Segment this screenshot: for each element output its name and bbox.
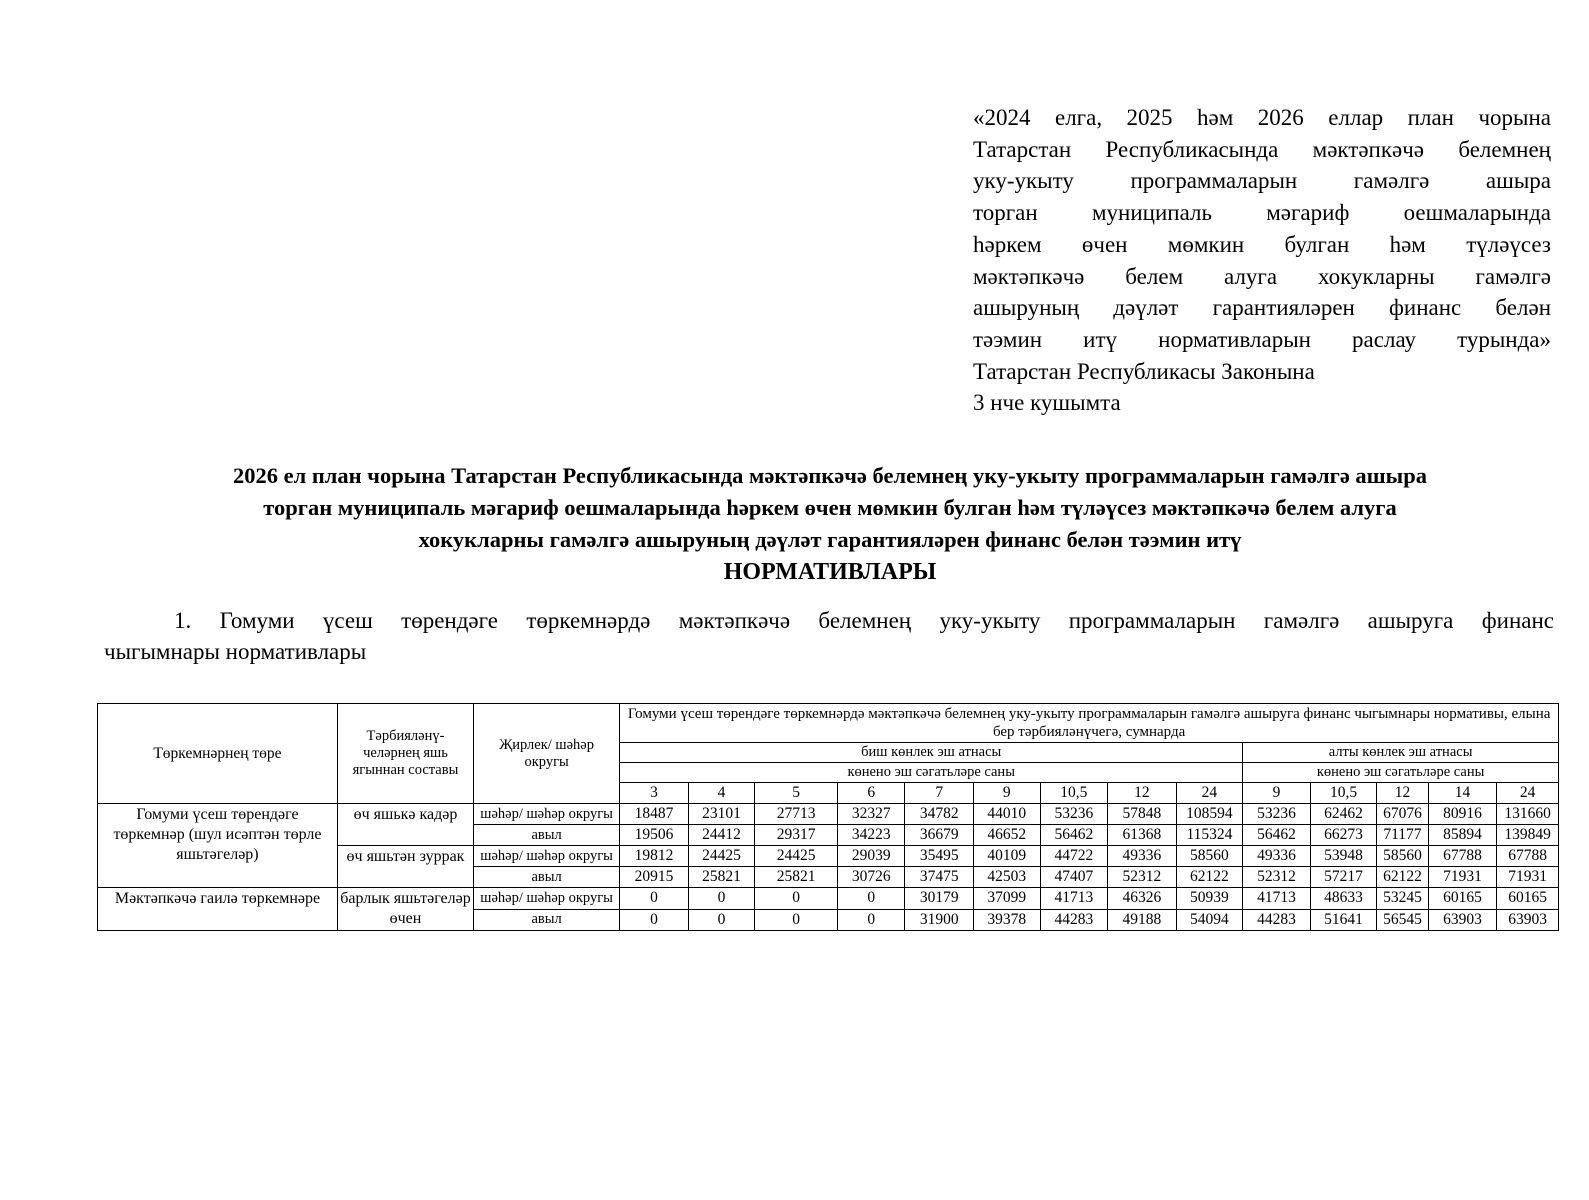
appendix-line: торган муниципаль мәгариф оешмаларында	[973, 200, 1551, 226]
value-cell: 24412	[688, 825, 755, 846]
table-header	[98, 704, 1559, 804]
hours5-label: көнено эш сәгатьләре саны	[620, 763, 1243, 783]
hours-cell: 9	[1243, 783, 1311, 804]
value-cell: 53236	[1040, 804, 1108, 825]
value-cell: 35495	[905, 846, 974, 867]
document-title	[100, 460, 1560, 588]
value-cell: 63903	[1497, 909, 1559, 931]
value-cell: 51641	[1310, 909, 1377, 931]
hours-cell: 12	[1377, 783, 1428, 804]
value-cell: 25821	[755, 867, 838, 888]
area-cell: шәһәр/ шәһәр округы	[474, 846, 620, 867]
appendix-line: Татарстан Республикасы Законына	[973, 358, 1315, 384]
value-cell: 0	[688, 909, 755, 931]
value-cell: 0	[620, 909, 689, 931]
col-group-header: Төркемнәрнең төре	[98, 704, 338, 804]
value-cell: 139849	[1497, 825, 1559, 846]
title-heading: НОРМАТИВЛАРЫ	[723, 559, 937, 585]
value-cell: 0	[837, 888, 905, 910]
hours-cell: 12	[1108, 783, 1177, 804]
value-cell: 57848	[1108, 804, 1177, 825]
hours-cell: 7	[905, 783, 974, 804]
value-cell: 44010	[974, 804, 1041, 825]
value-cell: 40109	[974, 846, 1041, 867]
value-cell: 62462	[1310, 804, 1377, 825]
value-cell: 20915	[620, 867, 689, 888]
appendix-line: һәркем өчен мөмкин булган һәм түләүсез	[973, 231, 1551, 257]
value-cell: 44722	[1040, 846, 1108, 867]
value-cell: 67788	[1497, 846, 1559, 867]
area-cell: шәһәр/ шәһәр округы	[474, 804, 620, 825]
hours-cell: 14	[1428, 783, 1497, 804]
value-cell: 53236	[1243, 804, 1311, 825]
value-cell: 49188	[1108, 909, 1177, 931]
table-row	[98, 888, 1559, 910]
week6-header: алты көнлек эш атнасы	[1243, 743, 1559, 763]
value-cell: 53245	[1377, 888, 1428, 910]
hours-cell: 6	[837, 783, 905, 804]
value-cell: 61368	[1108, 825, 1177, 846]
value-cell: 62122	[1377, 867, 1428, 888]
hours-cell: 10,5	[1310, 783, 1377, 804]
value-cell: 52312	[1243, 867, 1311, 888]
value-cell: 44283	[1040, 909, 1108, 931]
value-cell: 66273	[1310, 825, 1377, 846]
group-name-cell: Мәктәпкәчә гаилә төркемнәре	[98, 888, 338, 931]
hours-cell: 3	[620, 783, 689, 804]
value-cell: 34782	[905, 804, 974, 825]
value-cell: 30179	[905, 888, 974, 910]
value-cell: 49336	[1243, 846, 1311, 867]
area-cell: шәһәр/ шәһәр округы	[474, 888, 620, 910]
value-cell: 41713	[1040, 888, 1108, 910]
hours-cell: 24	[1497, 783, 1559, 804]
title-line: торган муниципаль мәгариф оешмаларында һәркем өчен мөмкин булган һәм түләүсез мәктәпкәчә белем алуга	[263, 495, 1397, 520]
value-cell: 37099	[974, 888, 1041, 910]
value-cell: 29039	[837, 846, 905, 867]
hours6-label: көнено эш сәгатьләре саны	[1243, 763, 1559, 783]
value-cell: 41713	[1243, 888, 1311, 910]
value-cell: 49336	[1108, 846, 1177, 867]
value-cell: 0	[755, 888, 838, 910]
appendix-line: уку-укыту программаларын гамәлгә ашыра	[973, 168, 1551, 194]
value-cell: 71931	[1497, 867, 1559, 888]
value-cell: 67076	[1377, 804, 1428, 825]
appendix-line: тәэмин итү нормативларын раслау турында»	[973, 326, 1551, 352]
hours-cell: 9	[974, 783, 1041, 804]
value-cell: 19506	[620, 825, 689, 846]
value-cell: 47407	[1040, 867, 1108, 888]
group-name-cell: Гомуми үсеш төрендәге төркемнәр (шул исәптән төрле яшьтәгеләр)	[98, 804, 338, 888]
age-cell: өч яшькә кадәр	[337, 804, 473, 846]
value-cell: 80916	[1428, 804, 1497, 825]
value-cell: 67788	[1428, 846, 1497, 867]
value-cell: 71931	[1428, 867, 1497, 888]
hours-cell: 5	[755, 783, 838, 804]
appendix-line: Татарстан Республикасында мәктәпкәчә белемнең	[973, 136, 1551, 162]
value-cell: 34223	[837, 825, 905, 846]
value-cell: 0	[688, 888, 755, 910]
value-cell: 0	[837, 909, 905, 931]
value-cell: 131660	[1497, 804, 1559, 825]
appendix-line: «2024 елга, 2025 һәм 2026 еллар план чорына	[973, 105, 1551, 130]
value-cell: 108594	[1176, 804, 1243, 825]
value-cell: 29317	[755, 825, 838, 846]
title-line: 2026 ел план чорына Татарстан Республикасында мәктәпкәчә белемнең уку-укыту программаларын гамәлгә ашыра	[232, 463, 1428, 488]
value-cell: 18487	[620, 804, 689, 825]
section-heading-line: чыгымнары нормативлары	[104, 639, 367, 664]
value-cell: 58560	[1377, 846, 1428, 867]
value-cell: 115324	[1176, 825, 1243, 846]
area-cell: авыл	[474, 867, 620, 888]
area-cell: авыл	[474, 909, 620, 931]
value-cell: 85894	[1428, 825, 1497, 846]
col-age-header: Тәрбияләнү-челәрнең яшь ягыннан составы	[337, 704, 473, 804]
area-cell: авыл	[474, 825, 620, 846]
value-cell: 46652	[974, 825, 1041, 846]
week5-header: биш көнлек эш атнасы	[620, 743, 1243, 763]
value-cell: 60165	[1428, 888, 1497, 910]
value-cell: 0	[755, 909, 838, 931]
age-cell: барлык яшьтәгеләр өчен	[337, 888, 473, 931]
value-cell: 39378	[974, 909, 1041, 931]
section-heading	[104, 605, 1554, 667]
section-heading-line: 1. Гомуми үсеш төрендәге төркемнәрдә мәктәпкәчә белемнең уку-укыту программаларын гамәлгә ашыруга финанс	[174, 608, 1554, 633]
value-cell: 30726	[837, 867, 905, 888]
value-cell: 25821	[688, 867, 755, 888]
appendix-line: ашыруның дәүләт гарантияләрен финанс белән	[973, 295, 1551, 321]
value-cell: 54094	[1176, 909, 1243, 931]
value-cell: 71177	[1377, 825, 1428, 846]
col-area-header: Җирлек/ шәһәр округы	[474, 704, 620, 804]
hours-cell: 4	[688, 783, 755, 804]
value-cell: 60165	[1497, 888, 1559, 910]
value-cell: 56462	[1243, 825, 1311, 846]
title-line: хокукларны гамәлгә ашыруның дәүләт гарантияләрен финанс белән тәэмин итү	[418, 527, 1242, 552]
table-body	[98, 804, 1559, 931]
col-norm-header: Гомуми үсеш төрендәге төркемнәрдә мәктәпкәчә белемнең уку-укыту программаларын гамәлгә ашыруга финанс чыгымнары нормативы, елына бер тәрбияләнүчегә, сумнарда	[620, 704, 1559, 743]
value-cell: 62122	[1176, 867, 1243, 888]
value-cell: 24425	[755, 846, 838, 867]
value-cell: 56462	[1040, 825, 1108, 846]
value-cell: 57217	[1310, 867, 1377, 888]
value-cell: 24425	[688, 846, 755, 867]
value-cell: 48633	[1310, 888, 1377, 910]
hours-cell: 24	[1176, 783, 1243, 804]
value-cell: 37475	[905, 867, 974, 888]
appendix-line: мәктәпкәчә белем алуга хокукларны гамәлгә	[973, 263, 1551, 289]
appendix-number: 3 нче кушымта	[973, 390, 1121, 416]
value-cell: 32327	[837, 804, 905, 825]
value-cell: 19812	[620, 846, 689, 867]
value-cell: 50939	[1176, 888, 1243, 910]
value-cell: 53948	[1310, 846, 1377, 867]
norms-table	[97, 703, 1559, 931]
value-cell: 52312	[1108, 867, 1177, 888]
table-row	[98, 804, 1559, 825]
value-cell: 42503	[974, 867, 1041, 888]
value-cell: 46326	[1108, 888, 1177, 910]
value-cell: 0	[620, 888, 689, 910]
value-cell: 44283	[1243, 909, 1311, 931]
hours-cell: 10,5	[1040, 783, 1108, 804]
appendix-reference	[973, 102, 1551, 419]
value-cell: 36679	[905, 825, 974, 846]
age-cell: өч яшьтән зуррак	[337, 846, 473, 888]
value-cell: 31900	[905, 909, 974, 931]
value-cell: 27713	[755, 804, 838, 825]
value-cell: 58560	[1176, 846, 1243, 867]
value-cell: 23101	[688, 804, 755, 825]
value-cell: 63903	[1428, 909, 1497, 931]
value-cell: 56545	[1377, 909, 1428, 931]
